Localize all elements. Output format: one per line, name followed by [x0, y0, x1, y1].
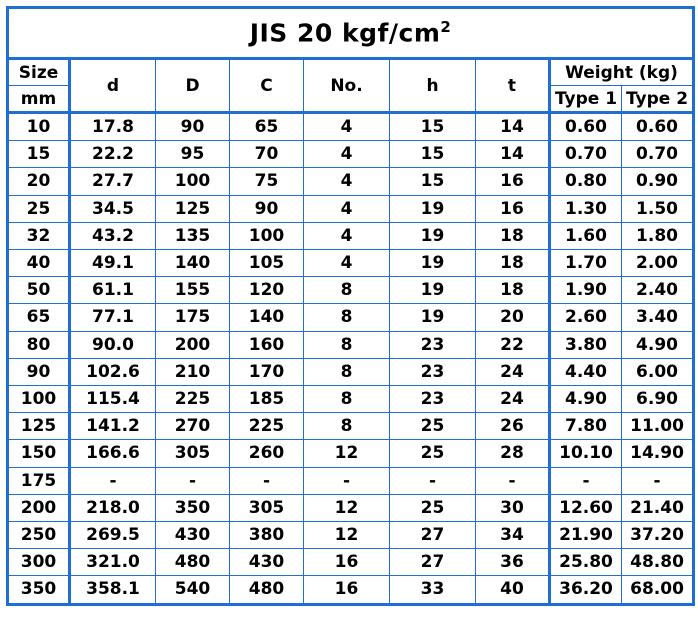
cell-D: 200: [156, 331, 230, 358]
cell-C: 305: [230, 494, 304, 521]
cell-d: 17.8: [70, 113, 156, 141]
cell-D: 140: [156, 250, 230, 277]
cell-h: 25: [390, 494, 476, 521]
cell-h: 15: [390, 113, 476, 141]
cell-C: 100: [230, 222, 304, 249]
cell-d: 321.0: [70, 549, 156, 576]
cell-size: 20: [8, 168, 70, 195]
header-no-of-bolts: No.: [304, 59, 390, 113]
cell-D: 95: [156, 141, 230, 168]
cell-no: 4: [304, 168, 390, 195]
cell-d: 218.0: [70, 494, 156, 521]
cell-d: 43.2: [70, 222, 156, 249]
cell-h: 23: [390, 386, 476, 413]
cell-t: 16: [476, 168, 550, 195]
cell-h: 19: [390, 277, 476, 304]
cell-size: 100: [8, 386, 70, 413]
cell-no: 4: [304, 222, 390, 249]
table-row: [8, 358, 694, 385]
cell-D: 540: [156, 576, 230, 604]
cell-no: 16: [304, 576, 390, 604]
table-row: [8, 440, 694, 467]
cell-type2: 1.50: [622, 195, 694, 222]
table-row: [8, 277, 694, 304]
title-superscript: 2: [440, 18, 452, 37]
cell-d: 22.2: [70, 141, 156, 168]
cell-size: 150: [8, 440, 70, 467]
cell-C: 160: [230, 331, 304, 358]
cell-d: 166.6: [70, 440, 156, 467]
cell-type1: 21.90: [550, 522, 622, 549]
page-title: [8, 8, 694, 59]
cell-size: 80: [8, 331, 70, 358]
cell-type1: 1.90: [550, 277, 622, 304]
cell-size: 65: [8, 304, 70, 331]
cell-t: 24: [476, 358, 550, 385]
cell-C: 430: [230, 549, 304, 576]
cell-size: 25: [8, 195, 70, 222]
cell-type1: 1.30: [550, 195, 622, 222]
cell-type1: 1.60: [550, 222, 622, 249]
cell-D: 135: [156, 222, 230, 249]
header-D-outer: D: [156, 59, 230, 113]
cell-type1: 12.60: [550, 494, 622, 521]
cell-D: 305: [156, 440, 230, 467]
cell-C: 185: [230, 386, 304, 413]
cell-d: 49.1: [70, 250, 156, 277]
cell-size: 300: [8, 549, 70, 576]
cell-size: 10: [8, 113, 70, 141]
cell-no: 16: [304, 549, 390, 576]
cell-no: -: [304, 467, 390, 494]
cell-t: 20: [476, 304, 550, 331]
cell-type1: 3.80: [550, 331, 622, 358]
cell-no: 8: [304, 358, 390, 385]
cell-d: 358.1: [70, 576, 156, 604]
table-row: [8, 141, 694, 168]
cell-D: 155: [156, 277, 230, 304]
table-row: [8, 222, 694, 249]
cell-t: 34: [476, 522, 550, 549]
cell-t: 18: [476, 222, 550, 249]
cell-no: 4: [304, 113, 390, 141]
cell-D: 480: [156, 549, 230, 576]
cell-d: 34.5: [70, 195, 156, 222]
cell-size: 50: [8, 277, 70, 304]
table-title-row: [8, 8, 694, 59]
cell-type2: 0.70: [622, 141, 694, 168]
cell-size: 200: [8, 494, 70, 521]
cell-type1: 0.60: [550, 113, 622, 141]
cell-h: 23: [390, 331, 476, 358]
table-row: [8, 168, 694, 195]
table-row: [8, 576, 694, 604]
cell-D: 210: [156, 358, 230, 385]
cell-h: 15: [390, 168, 476, 195]
table-row: [8, 494, 694, 521]
cell-type2: 21.40: [622, 494, 694, 521]
cell-type2: 0.60: [622, 113, 694, 141]
table-row: [8, 467, 694, 494]
cell-size: 90: [8, 358, 70, 385]
cell-t: 30: [476, 494, 550, 521]
table-row: [8, 386, 694, 413]
cell-type2: 1.80: [622, 222, 694, 249]
cell-t: -: [476, 467, 550, 494]
cell-C: 65: [230, 113, 304, 141]
cell-C: 480: [230, 576, 304, 604]
cell-D: 90: [156, 113, 230, 141]
table-row: [8, 331, 694, 358]
cell-d: -: [70, 467, 156, 494]
cell-D: 270: [156, 413, 230, 440]
header-size-unit: mm: [8, 86, 70, 113]
header-size: Size: [8, 59, 70, 86]
cell-D: 100: [156, 168, 230, 195]
cell-h: 27: [390, 549, 476, 576]
cell-no: 4: [304, 195, 390, 222]
cell-type2: 37.20: [622, 522, 694, 549]
cell-h: 33: [390, 576, 476, 604]
table-header-row-top: [8, 59, 694, 86]
cell-no: 4: [304, 250, 390, 277]
header-t: t: [476, 59, 550, 113]
cell-no: 12: [304, 494, 390, 521]
title-text: JIS 20 kgf/cm: [249, 18, 441, 48]
cell-no: 8: [304, 386, 390, 413]
cell-type1: 10.10: [550, 440, 622, 467]
header-type1: Type 1: [550, 86, 622, 113]
cell-type1: 1.70: [550, 250, 622, 277]
cell-type1: 7.80: [550, 413, 622, 440]
cell-d: 27.7: [70, 168, 156, 195]
cell-D: -: [156, 467, 230, 494]
cell-h: -: [390, 467, 476, 494]
cell-t: 18: [476, 250, 550, 277]
cell-C: 170: [230, 358, 304, 385]
cell-D: 430: [156, 522, 230, 549]
cell-no: 4: [304, 141, 390, 168]
cell-size: 125: [8, 413, 70, 440]
cell-type1: 0.80: [550, 168, 622, 195]
cell-type2: 2.00: [622, 250, 694, 277]
cell-C: 140: [230, 304, 304, 331]
cell-type2: 48.80: [622, 549, 694, 576]
cell-D: 350: [156, 494, 230, 521]
cell-t: 14: [476, 141, 550, 168]
table-row: [8, 522, 694, 549]
table-row: [8, 413, 694, 440]
cell-C: 380: [230, 522, 304, 549]
cell-type1: 0.70: [550, 141, 622, 168]
cell-C: 260: [230, 440, 304, 467]
cell-type2: 6.90: [622, 386, 694, 413]
cell-size: 175: [8, 467, 70, 494]
cell-no: 8: [304, 277, 390, 304]
cell-d: 61.1: [70, 277, 156, 304]
cell-type1: 4.90: [550, 386, 622, 413]
cell-size: 40: [8, 250, 70, 277]
cell-type2: 4.90: [622, 331, 694, 358]
cell-type2: 68.00: [622, 576, 694, 604]
cell-no: 8: [304, 331, 390, 358]
cell-h: 19: [390, 195, 476, 222]
cell-C: -: [230, 467, 304, 494]
cell-h: 27: [390, 522, 476, 549]
header-d: d: [70, 59, 156, 113]
cell-type1: 36.20: [550, 576, 622, 604]
cell-t: 16: [476, 195, 550, 222]
header-weight: Weight (kg): [550, 59, 694, 86]
cell-t: 14: [476, 113, 550, 141]
cell-h: 25: [390, 440, 476, 467]
cell-size: 15: [8, 141, 70, 168]
cell-type2: 2.40: [622, 277, 694, 304]
cell-type2: 0.90: [622, 168, 694, 195]
cell-t: 22: [476, 331, 550, 358]
cell-t: 28: [476, 440, 550, 467]
table-row: [8, 549, 694, 576]
cell-d: 141.2: [70, 413, 156, 440]
cell-C: 225: [230, 413, 304, 440]
cell-size: 32: [8, 222, 70, 249]
cell-type1: 2.60: [550, 304, 622, 331]
cell-no: 12: [304, 440, 390, 467]
cell-type2: 3.40: [622, 304, 694, 331]
cell-type1: -: [550, 467, 622, 494]
cell-t: 40: [476, 576, 550, 604]
header-C-bolt-circle: C: [230, 59, 304, 113]
cell-no: 8: [304, 304, 390, 331]
cell-d: 90.0: [70, 331, 156, 358]
table-row: [8, 304, 694, 331]
table-row: [8, 195, 694, 222]
cell-type2: 14.90: [622, 440, 694, 467]
cell-h: 19: [390, 304, 476, 331]
cell-h: 25: [390, 413, 476, 440]
cell-d: 77.1: [70, 304, 156, 331]
cell-size: 250: [8, 522, 70, 549]
cell-no: 12: [304, 522, 390, 549]
cell-type2: -: [622, 467, 694, 494]
cell-type1: 25.80: [550, 549, 622, 576]
header-type2: Type 2: [622, 86, 694, 113]
table-row: [8, 113, 694, 141]
cell-h: 19: [390, 222, 476, 249]
header-h: h: [390, 59, 476, 113]
cell-C: 70: [230, 141, 304, 168]
cell-d: 102.6: [70, 358, 156, 385]
cell-type1: 4.40: [550, 358, 622, 385]
cell-h: 23: [390, 358, 476, 385]
cell-t: 36: [476, 549, 550, 576]
cell-D: 225: [156, 386, 230, 413]
cell-type2: 6.00: [622, 358, 694, 385]
cell-D: 175: [156, 304, 230, 331]
cell-t: 18: [476, 277, 550, 304]
cell-size: 350: [8, 576, 70, 604]
cell-t: 24: [476, 386, 550, 413]
cell-C: 90: [230, 195, 304, 222]
cell-C: 75: [230, 168, 304, 195]
cell-d: 115.4: [70, 386, 156, 413]
cell-h: 19: [390, 250, 476, 277]
cell-t: 26: [476, 413, 550, 440]
table-row: [8, 250, 694, 277]
cell-C: 120: [230, 277, 304, 304]
cell-D: 125: [156, 195, 230, 222]
cell-type2: 11.00: [622, 413, 694, 440]
flange-dimension-table: [6, 6, 695, 606]
cell-no: 8: [304, 413, 390, 440]
cell-h: 15: [390, 141, 476, 168]
cell-d: 269.5: [70, 522, 156, 549]
cell-C: 105: [230, 250, 304, 277]
